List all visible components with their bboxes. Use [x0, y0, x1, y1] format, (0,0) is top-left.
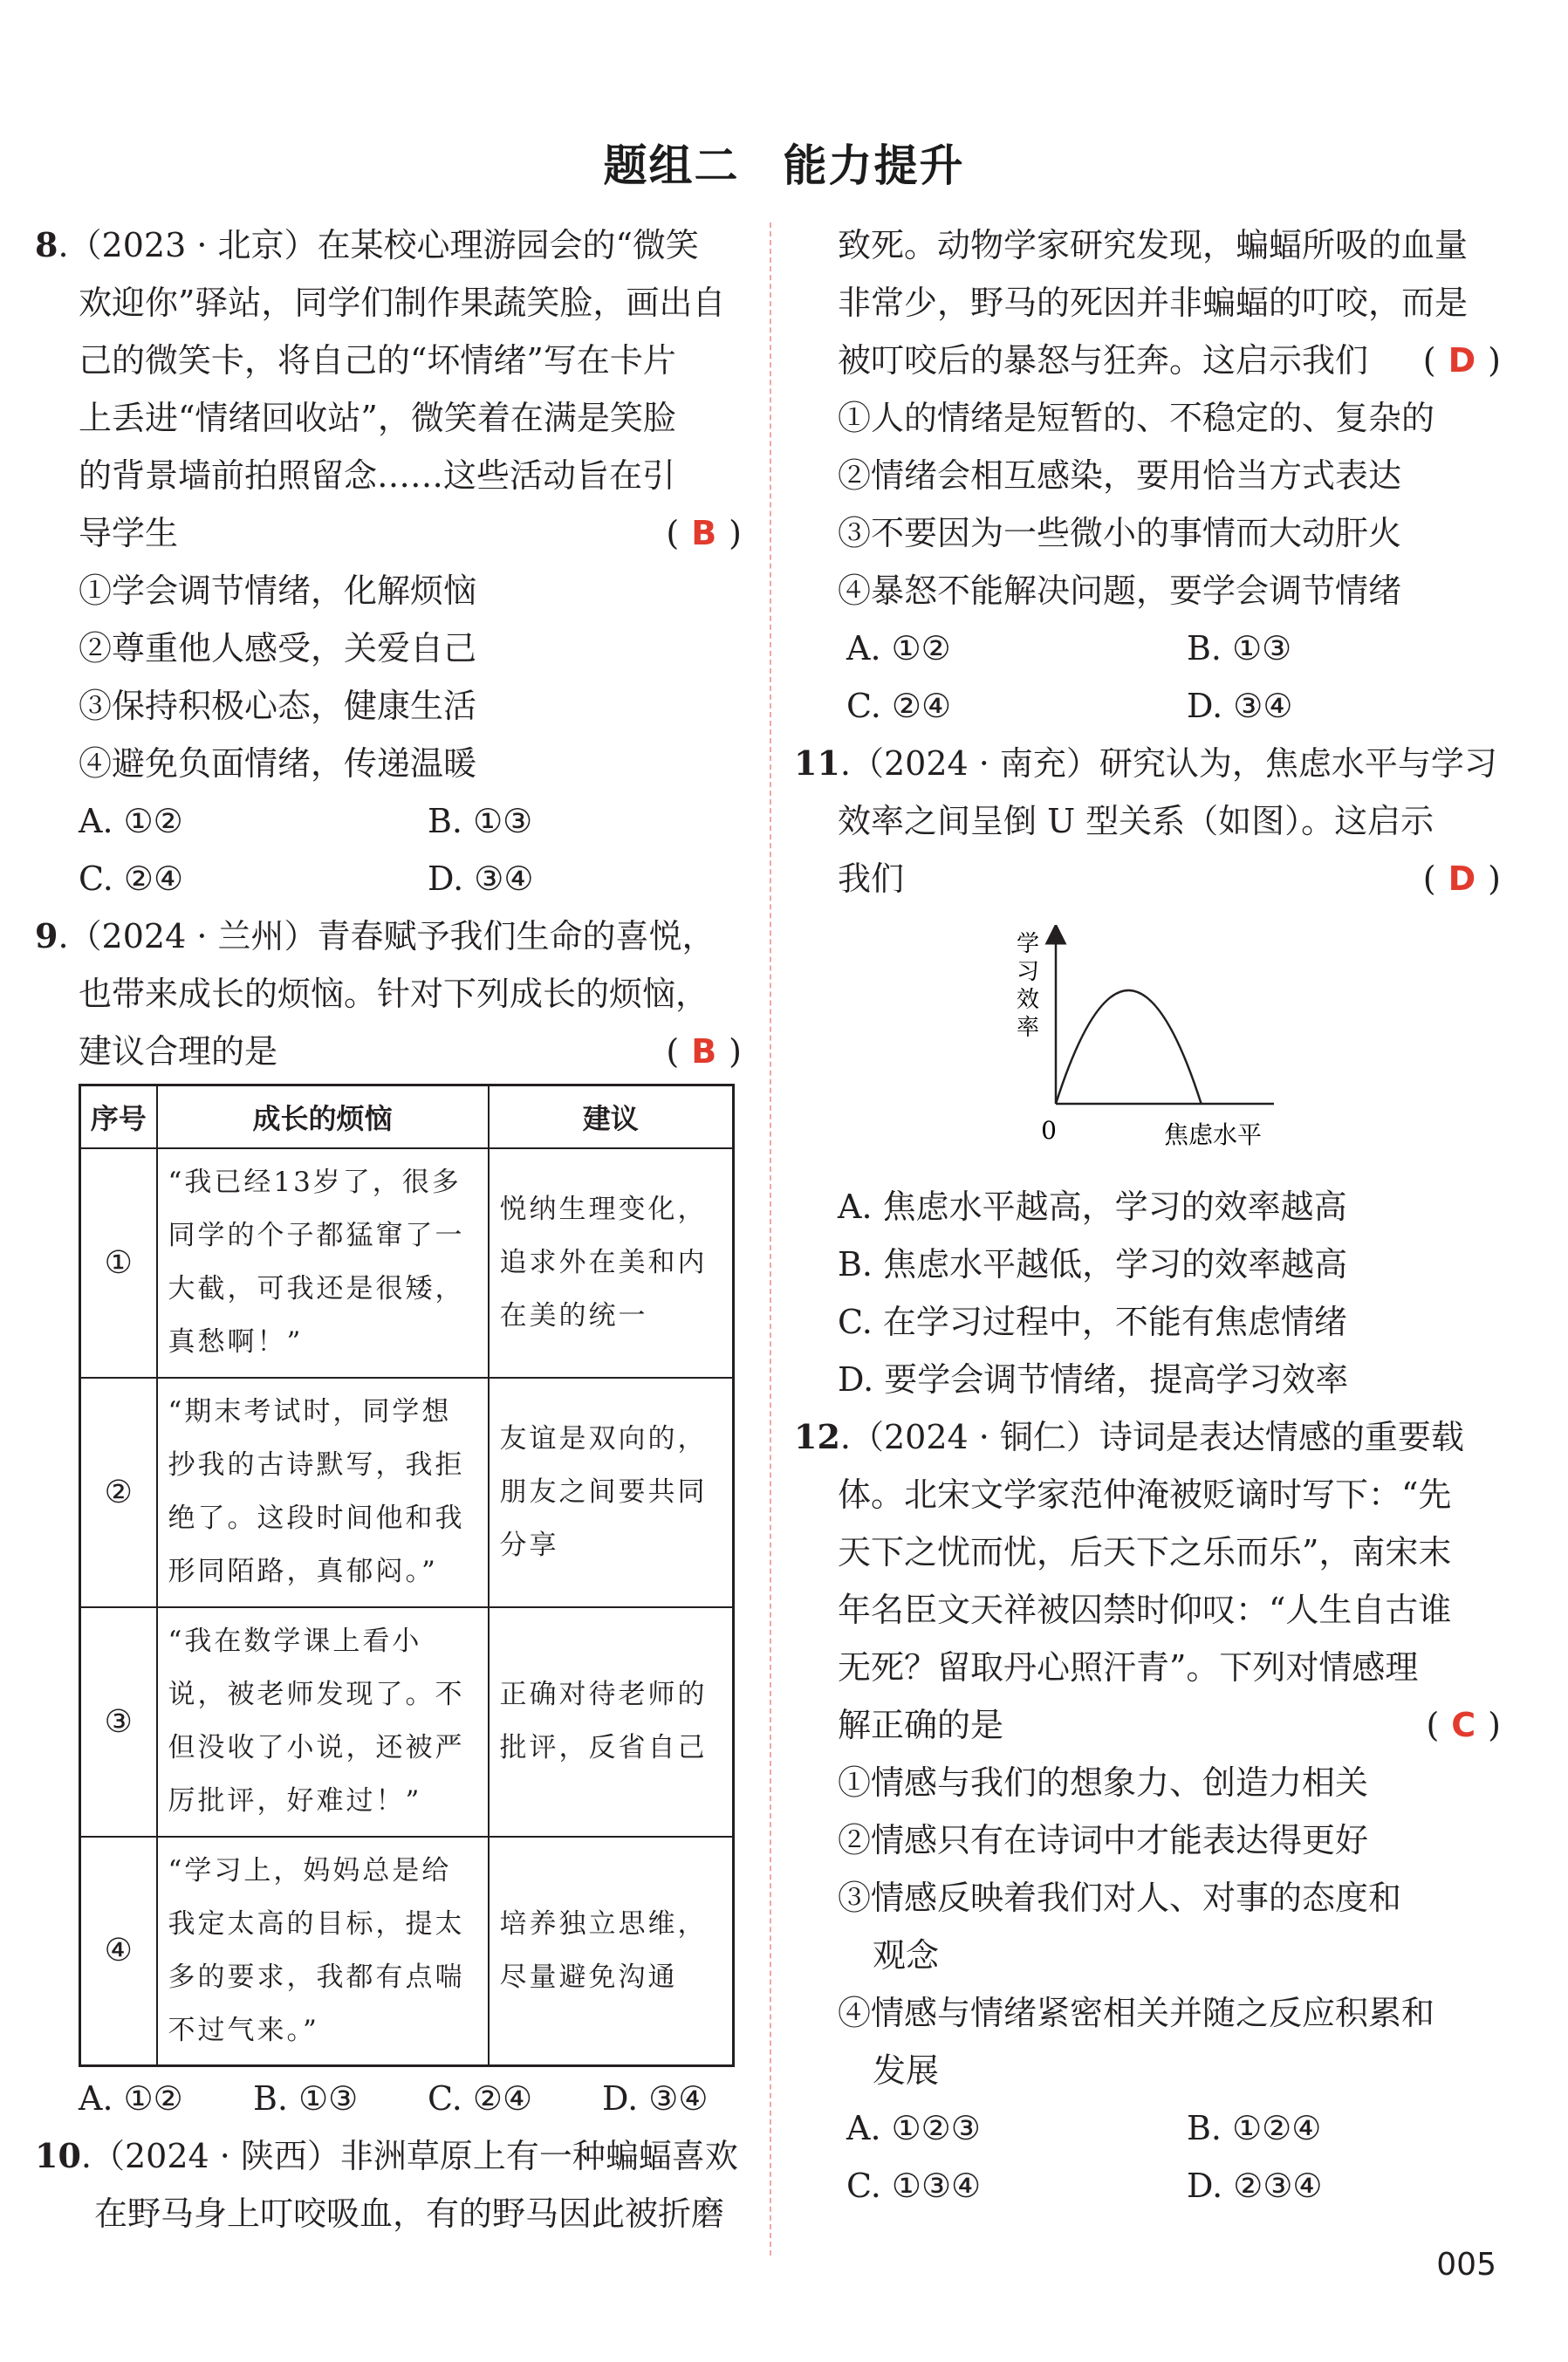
y-axis-label-char: 率 — [1016, 1015, 1040, 1041]
question-line: 建议合理的是 ( B ) — [35, 1023, 742, 1080]
question-line: 体。北宋文学家范仲淹被贬谪时写下：“先 — [838, 1475, 1452, 1514]
row-worry: “我已经13岁了，很多同学的个子都猛窜了一大截，可我还是很矮，真愁啊！” — [157, 1148, 489, 1378]
answer-bracket: ( B ) — [666, 514, 742, 552]
question-line: 我们 ( D ) — [794, 850, 1501, 907]
options-row — [35, 850, 742, 907]
y-axis-label — [1017, 931, 1039, 1041]
section-title-part2: 能力提升 — [783, 140, 965, 191]
question-line: 效率之间呈倒 U 型关系（如图）。这启示 — [838, 802, 1434, 840]
question-line: 天下之忧而忧，后天下之乐而乐”，南宋末 — [838, 1533, 1452, 1571]
option-d: D. ③④ — [428, 859, 534, 898]
row-advice: 培养独立思维，尽量避免沟通 — [489, 1837, 734, 2066]
anxiety-efficiency-chart — [1003, 925, 1326, 1160]
options-row — [794, 620, 1501, 677]
row-index: ③ — [80, 1607, 157, 1837]
answer-letter: C — [1451, 1706, 1476, 1744]
row-index: ① — [80, 1148, 157, 1378]
origin-label: 0 — [1041, 1116, 1057, 1145]
question-line: 致死。动物学家研究发现，蝙蝠所吸的血量 — [838, 226, 1469, 264]
row-advice: 悦纳生理变化，追求外在美和内在美的统一 — [489, 1148, 734, 1378]
statement: ④情感与情绪紧密相关并随之反应积累和 — [838, 1994, 1435, 2032]
statement: ③情感反映着我们对人、对事的态度和 — [838, 1879, 1402, 1917]
question-line: 非常少，野马的死因并非蝙蝠的叮咬，而是 — [838, 284, 1469, 322]
answer-bracket: ( D ) — [1422, 859, 1501, 898]
options-row — [794, 2157, 1501, 2215]
section-title — [0, 131, 1568, 194]
right-column — [794, 216, 1501, 2215]
question-line: 欢迎你”驿站，同学们制作果蔬笑脸，画出自 — [79, 284, 726, 322]
option-c: C. 在学习过程中，不能有焦虑情绪 — [838, 1303, 1347, 1341]
option-c: C. ①③④ — [846, 2167, 982, 2205]
question-number: 12 — [794, 1417, 840, 1456]
left-column-bottom — [35, 2070, 742, 2242]
answer-bracket: ( D ) — [1422, 341, 1501, 380]
option-c: C. ②④ — [846, 687, 952, 725]
statement: ②情绪会相互感染，要用恰当方式表达 — [838, 456, 1402, 495]
option-c: C. ②④ — [428, 2079, 533, 2118]
question-line: 也带来成长的烦恼。针对下列成长的烦恼， — [79, 975, 709, 1013]
row-index: ④ — [80, 1837, 157, 2066]
question-8 — [35, 216, 742, 907]
header-index: 序号 — [80, 1085, 157, 1148]
worries-table — [79, 1084, 735, 2067]
row-worry: “我在数学课上看小说，被老师发现了。不但没收了小说，还被严厉批评，好难过！” — [157, 1607, 489, 1837]
question-line: 被叮咬后的暴怒与狂奔。这启示我们 ( D ) — [794, 332, 1501, 389]
answer-bracket: ( C ) — [1426, 1706, 1501, 1744]
question-line: 己的微笑卡，将自己的“坏情绪”写在卡片 — [79, 341, 676, 380]
statement: 发展 — [873, 2051, 940, 2090]
inverted-u-curve — [1056, 990, 1202, 1104]
question-line: 无死？留取丹心照汗青”。下列对情感理 — [838, 1648, 1419, 1687]
option-d: D. ③④ — [1187, 687, 1293, 725]
statement: ④避免负面情绪，传递温暖 — [79, 744, 477, 783]
question-number: 9 — [35, 916, 58, 955]
answer-bracket: ( B ) — [666, 1032, 742, 1071]
option-a: A. ①② — [846, 629, 951, 668]
statement: ②情感只有在诗词中才能表达得更好 — [838, 1821, 1369, 1859]
option-a: A. 焦虑水平越高，学习的效率越高 — [838, 1188, 1347, 1226]
option-b: B. 焦虑水平越低，学习的效率越高 — [838, 1245, 1348, 1284]
option-b: B. ①③ — [428, 802, 533, 840]
options-row — [35, 792, 742, 850]
question-line: 9.（2024 · 兰州）青春赋予我们生命的喜悦， — [35, 916, 716, 955]
table-row — [80, 1378, 734, 1607]
question-9 — [35, 907, 742, 1080]
header-advice: 建议 — [489, 1085, 734, 1148]
row-index: ② — [80, 1378, 157, 1607]
y-axis-label-char: 习 — [1016, 959, 1040, 985]
left-column — [35, 216, 742, 1080]
row-advice: 正确对待老师的批评，反省自己 — [489, 1607, 734, 1837]
option-b: B. ①③ — [1187, 629, 1292, 668]
options-row — [35, 2070, 742, 2127]
table-row — [80, 1148, 734, 1378]
question-line: 8.（2023 · 北京）在某校心理游园会的“微笑 — [35, 225, 699, 264]
statement: ③保持积极心态，健康生活 — [79, 687, 477, 725]
y-axis-label-char: 学 — [1016, 931, 1040, 957]
table-row — [80, 1607, 734, 1837]
option-d: D. 要学会调节情绪，提高学习效率 — [838, 1360, 1349, 1399]
statement: 观念 — [873, 1936, 940, 1975]
table-row — [80, 1837, 734, 2066]
question-10-continued — [794, 216, 1501, 735]
row-worry: “学习上，妈妈总是给我定太高的目标，提太多的要求，我都有点喘不过气来。” — [157, 1837, 489, 2066]
option-d: D. ②③④ — [1187, 2167, 1323, 2205]
section-title-part1: 题组二 — [603, 140, 740, 191]
question-line: 11.（2024 · 南充）研究认为，焦虑水平与学习 — [794, 743, 1497, 783]
answer-letter: D — [1448, 859, 1476, 898]
options-row — [794, 2099, 1501, 2157]
question-12 — [794, 1408, 1501, 2215]
question-line: 在野马身上叮咬吸血，有的野马因此被折磨 — [94, 2194, 725, 2233]
column-divider — [770, 223, 771, 2256]
x-axis-label: 焦虑水平 — [1163, 1120, 1263, 1149]
statement: ①情感与我们的想象力、创造力相关 — [838, 1763, 1369, 1802]
option-c: C. ②④ — [79, 859, 184, 898]
question-line: 上丢进“情绪回收站”，微笑着在满是笑脸 — [79, 399, 676, 437]
answer-letter: D — [1448, 341, 1476, 380]
question-number: 10 — [35, 2136, 81, 2175]
question-number: 8 — [35, 225, 58, 264]
y-axis-label-char: 效 — [1016, 987, 1040, 1013]
question-line: 解正确的是 ( C ) — [794, 1696, 1501, 1754]
option-b: B. ①②④ — [1187, 2109, 1322, 2147]
answer-letter: B — [691, 1032, 717, 1071]
header-worry: 成长的烦恼 — [157, 1085, 489, 1148]
statement: ④暴怒不能解决问题，要学会调节情绪 — [838, 572, 1402, 610]
options-row — [794, 677, 1501, 735]
question-line: 年名臣文天祥被囚禁时仰叹：“人生自古谁 — [838, 1591, 1452, 1629]
option-a: A. ①② — [79, 802, 183, 840]
option-d: D. ③④ — [602, 2079, 709, 2118]
option-a: A. ①②③ — [846, 2109, 981, 2147]
answer-letter: B — [691, 514, 717, 552]
page-number: 005 — [1436, 2247, 1496, 2283]
option-a: A. ①② — [79, 2079, 183, 2118]
question-line: 12.（2024 · 铜仁）诗词是表达情感的重要载 — [794, 1417, 1464, 1456]
question-line: 导学生 ( B ) — [35, 504, 742, 562]
table-header-row — [80, 1085, 734, 1148]
statement: ②尊重他人感受，关爱自己 — [79, 629, 477, 668]
question-line: 的背景墙前拍照留念……这些活动旨在引 — [79, 456, 676, 495]
row-worry: “期末考试时，同学想抄我的古诗默写，我拒绝了。这段时间他和我形同陌路，真郁闷。” — [157, 1378, 489, 1607]
question-10 — [35, 2127, 742, 2242]
statement: ①学会调节情绪，化解烦恼 — [79, 572, 477, 610]
option-b: B. ①③ — [253, 2079, 359, 2118]
question-number: 11 — [794, 743, 840, 783]
statement: ③不要因为一些微小的事情而大动肝火 — [838, 514, 1402, 552]
statement: ①人的情绪是短暂的、不稳定的、复杂的 — [838, 399, 1435, 437]
row-advice: 友谊是双向的，朋友之间要共同分享 — [489, 1378, 734, 1607]
question-line: 10.（2024 · 陕西）非洲草原上有一种蝙蝠喜欢 — [35, 2136, 738, 2175]
